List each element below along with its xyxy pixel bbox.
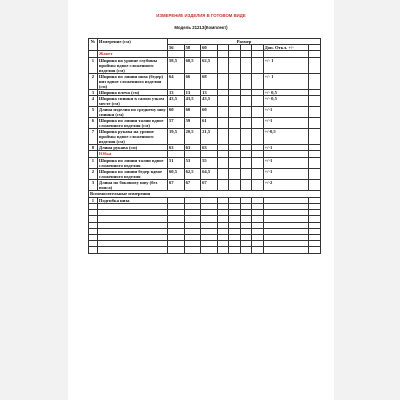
empty-cell bbox=[240, 247, 251, 253]
empty-cell bbox=[309, 180, 321, 191]
row-number: 2 bbox=[89, 169, 98, 180]
empty-cell bbox=[217, 51, 228, 58]
empty-cell bbox=[240, 151, 251, 158]
empty-cell bbox=[217, 129, 228, 145]
row-number: 7 bbox=[89, 129, 98, 145]
table-row bbox=[89, 180, 321, 191]
empty-cell bbox=[168, 51, 185, 58]
header-size-56: 56 bbox=[168, 45, 185, 51]
empty-cell bbox=[309, 169, 321, 180]
empty-cell bbox=[252, 158, 263, 169]
measurement-name: Длина рукава (см) bbox=[97, 145, 167, 151]
empty-cell bbox=[229, 107, 240, 118]
value-size-60: 62,5 bbox=[201, 58, 218, 74]
row-number: 8 bbox=[89, 145, 98, 151]
empty-cell bbox=[263, 247, 309, 253]
empty-cell bbox=[229, 96, 240, 107]
empty-cell bbox=[229, 247, 240, 253]
measurement-name: Ширина по линии талии вдвое сложенного изделия (см) bbox=[97, 118, 167, 129]
empty-cell bbox=[229, 151, 240, 158]
empty-cell bbox=[252, 51, 263, 58]
empty-cell bbox=[240, 51, 251, 58]
header-no: № bbox=[89, 39, 98, 51]
value-size-58: 60,5 bbox=[184, 58, 201, 74]
empty-cell bbox=[229, 129, 240, 145]
value-size-60: 60 bbox=[201, 107, 218, 118]
value-size-56: 63 bbox=[168, 145, 185, 151]
empty-cell bbox=[229, 74, 240, 90]
table-row bbox=[89, 118, 321, 129]
empty-cell bbox=[309, 96, 321, 107]
table-row bbox=[89, 169, 321, 180]
tolerance-value: +/-1 bbox=[263, 158, 309, 169]
empty-cell bbox=[89, 51, 98, 58]
tolerance-value: +/-0,5 bbox=[263, 129, 309, 145]
header-size-60: 60 bbox=[201, 45, 218, 51]
empty-cell bbox=[252, 247, 263, 253]
empty-cell bbox=[240, 58, 251, 74]
value-size-58: 59 bbox=[184, 118, 201, 129]
table-row bbox=[89, 129, 321, 145]
row-number: 3 bbox=[89, 180, 98, 191]
empty-cell bbox=[240, 158, 251, 169]
empty-cell bbox=[309, 118, 321, 129]
empty-cell bbox=[229, 158, 240, 169]
value-size-56: 67 bbox=[168, 180, 185, 191]
row-number: 2 bbox=[89, 74, 98, 90]
measurement-name: Ширина по линии талии вдвое сложенного изделия bbox=[97, 158, 167, 169]
measurement-name: Ширина спинки в самом узком месте (см) bbox=[97, 96, 167, 107]
empty-cell bbox=[252, 129, 263, 145]
row-number: 5 bbox=[89, 107, 98, 118]
empty-cell bbox=[252, 169, 263, 180]
tolerance-value: +/-1 bbox=[263, 169, 309, 180]
value-size-60: 68 bbox=[201, 74, 218, 90]
empty-cell bbox=[229, 180, 240, 191]
header-size: Размер bbox=[168, 39, 321, 45]
value-size-56: 60,5 bbox=[168, 169, 185, 180]
blank-row bbox=[89, 247, 321, 253]
empty-cell bbox=[229, 58, 240, 74]
empty-cell bbox=[217, 247, 228, 253]
tolerance-value: +/-2 bbox=[263, 180, 309, 191]
tolerance-value: +/-1 bbox=[263, 118, 309, 129]
value-size-58: 60 bbox=[184, 107, 201, 118]
measurement-name: Длина изделия по среднему шву спинки (см) bbox=[98, 107, 166, 117]
table-row bbox=[89, 107, 321, 118]
empty-cell bbox=[184, 51, 201, 58]
table-row bbox=[89, 58, 321, 74]
measurement-table bbox=[88, 38, 321, 254]
value-size-56: 43,5 bbox=[168, 96, 185, 107]
aux-label: Вспомогательные измерения bbox=[89, 191, 321, 198]
empty-cell bbox=[217, 58, 228, 74]
tolerance-value: +/- 1 bbox=[263, 58, 309, 74]
value-size-56: 60 bbox=[168, 107, 185, 118]
tolerance-value: +/- 0,5 bbox=[263, 90, 309, 96]
value-size-58: 43,5 bbox=[184, 96, 201, 107]
section-row bbox=[89, 151, 321, 158]
value-size-58: 66 bbox=[184, 74, 201, 90]
empty-cell bbox=[217, 151, 228, 158]
empty-cell bbox=[309, 129, 321, 145]
measurement-name: Длина по боковому шву (без пояса) bbox=[97, 180, 167, 191]
empty-cell bbox=[309, 51, 321, 58]
empty-cell bbox=[217, 107, 228, 118]
empty-cell bbox=[184, 247, 201, 253]
empty-cell bbox=[263, 151, 309, 158]
value-size-60: 13 bbox=[201, 90, 218, 96]
empty-cell bbox=[252, 58, 263, 74]
empty-cell bbox=[229, 169, 240, 180]
aux-section-row bbox=[89, 191, 321, 198]
empty-cell bbox=[263, 51, 309, 58]
empty-cell bbox=[309, 74, 321, 90]
empty-cell bbox=[309, 151, 321, 158]
row-number: 1 bbox=[89, 158, 98, 169]
value-size-58: 63 bbox=[184, 145, 201, 151]
measurement-name: Ширина рукава на уровне проймы вдвое сложенного изделия (см) bbox=[97, 129, 167, 145]
empty-cell bbox=[240, 180, 251, 191]
empty-cell bbox=[217, 96, 228, 107]
value-size-58: 62,5 bbox=[184, 169, 201, 180]
empty-cell bbox=[240, 129, 251, 145]
measurement-name: Ширина плеча (см) bbox=[97, 90, 167, 96]
table-row bbox=[89, 158, 321, 169]
value-size-56: 13 bbox=[168, 90, 185, 96]
header-size-58: 58 bbox=[184, 45, 201, 51]
tolerance-value: +/- 1 bbox=[263, 74, 309, 90]
value-size-60: 55 bbox=[201, 158, 218, 169]
value-size-56: 58,5 bbox=[168, 58, 185, 74]
row-number: 1 bbox=[89, 58, 98, 74]
empty-cell bbox=[168, 151, 185, 158]
value-size-56: 64 bbox=[168, 74, 185, 90]
empty-cell bbox=[240, 118, 251, 129]
empty-cell bbox=[240, 96, 251, 107]
value-size-60: 63 bbox=[201, 145, 218, 151]
section-name: Юбка bbox=[97, 151, 167, 158]
value-size-58: 67 bbox=[184, 180, 201, 191]
empty-cell bbox=[252, 107, 263, 118]
empty-cell bbox=[309, 107, 321, 118]
empty-cell bbox=[89, 247, 98, 253]
empty-cell bbox=[252, 96, 263, 107]
measurement-name: Подгибка низа bbox=[97, 198, 167, 204]
section-name: Жакет bbox=[97, 51, 167, 58]
empty-cell bbox=[309, 158, 321, 169]
empty-cell bbox=[240, 74, 251, 90]
section-row bbox=[89, 51, 321, 58]
table-row bbox=[89, 96, 321, 107]
empty-cell bbox=[217, 180, 228, 191]
empty-cell bbox=[252, 180, 263, 191]
empty-cell bbox=[229, 51, 240, 58]
value-size-58: 13 bbox=[184, 90, 201, 96]
tolerance-value: +/- 0,5 bbox=[263, 96, 309, 107]
value-size-58: 53 bbox=[184, 158, 201, 169]
measurement-name: Ширина по линии низа (бедер) низ вдвое сложенного изделия (см) bbox=[97, 74, 167, 90]
empty-cell bbox=[252, 151, 263, 158]
measurement-name: Ширина по линии бедер вдвое сложенного изделия bbox=[97, 169, 167, 180]
header-measurement: Измерение (см) bbox=[97, 39, 167, 51]
row-number: 3 bbox=[89, 90, 98, 96]
empty-cell bbox=[217, 74, 228, 90]
empty-cell bbox=[217, 118, 228, 129]
row-number: 4 bbox=[89, 96, 98, 107]
value-size-58: 20,5 bbox=[184, 129, 201, 145]
empty-cell bbox=[240, 169, 251, 180]
empty-cell bbox=[252, 74, 263, 90]
measurement-name: Ширина на уровне глубины проймы вдвое сложенного изделия (см) bbox=[97, 58, 167, 74]
value-size-60: 21,5 bbox=[201, 129, 218, 145]
spec-sheet-page bbox=[68, 0, 334, 400]
value-size-56: 19,5 bbox=[168, 129, 185, 145]
value-size-60: 61 bbox=[201, 118, 218, 129]
empty-cell bbox=[252, 118, 263, 129]
empty-cell bbox=[168, 247, 185, 253]
tolerance-value: +/-1 bbox=[263, 107, 309, 118]
table-row bbox=[89, 74, 321, 90]
empty-cell bbox=[217, 169, 228, 180]
value-size-60: 64,5 bbox=[201, 169, 218, 180]
value-size-60: 67 bbox=[201, 180, 218, 191]
value-size-56: 51 bbox=[168, 158, 185, 169]
empty-cell bbox=[201, 51, 218, 58]
empty-cell bbox=[89, 151, 98, 158]
empty-cell bbox=[97, 247, 167, 253]
value-size-56: 57 bbox=[168, 118, 185, 129]
empty-cell bbox=[184, 151, 201, 158]
empty-cell bbox=[217, 158, 228, 169]
empty-cell bbox=[201, 247, 218, 253]
document-title: ИЗМЕРЕНИЕ ИЗДЕЛИЯ В ГОТОВОМ ВИДЕ bbox=[156, 13, 246, 18]
model-name: Модель 2121З(Комплект) bbox=[174, 25, 228, 30]
empty-cell bbox=[240, 107, 251, 118]
empty-cell bbox=[201, 151, 218, 158]
header-tolerance: Доп. Откл. +/- bbox=[263, 45, 309, 51]
value-size-60: 43,5 bbox=[201, 96, 218, 107]
row-number: 6 bbox=[89, 118, 98, 129]
row-number: 1 bbox=[89, 198, 98, 204]
empty-cell bbox=[309, 58, 321, 74]
tolerance-value: +/-1 bbox=[263, 145, 309, 151]
empty-cell bbox=[309, 247, 321, 253]
empty-cell bbox=[229, 118, 240, 129]
